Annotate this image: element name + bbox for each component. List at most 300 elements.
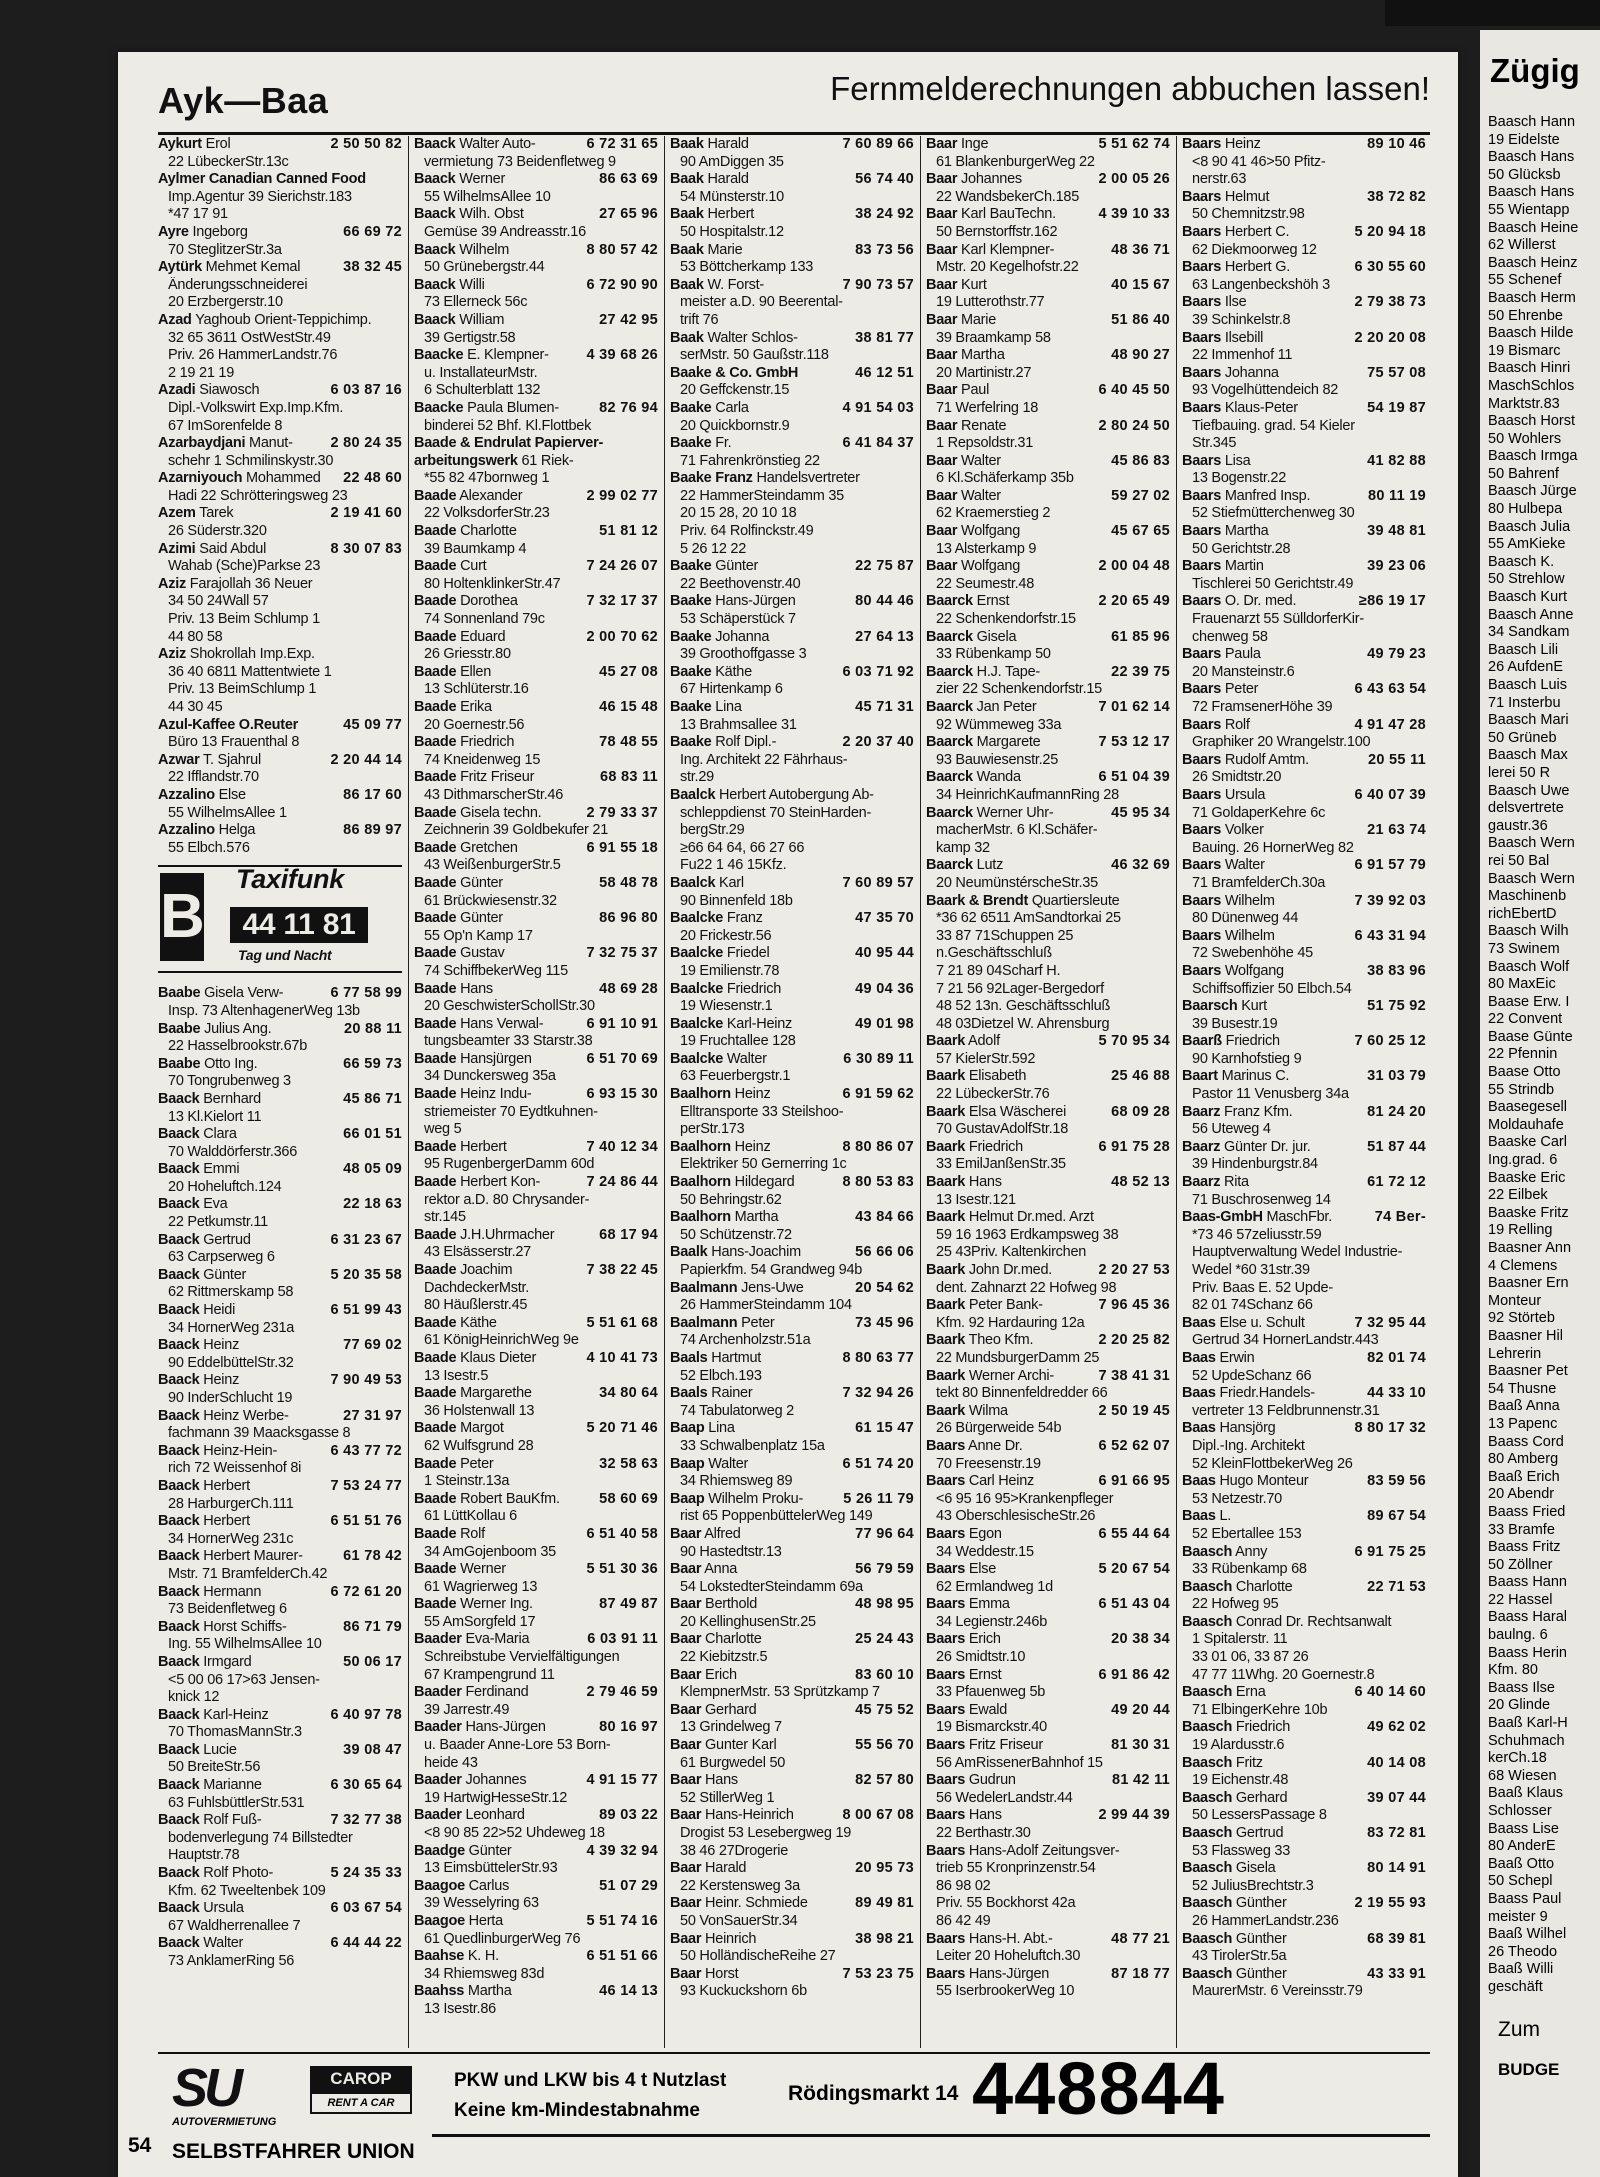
bottom-advertisement xyxy=(158,2047,1430,2172)
entry-details: Eduard xyxy=(460,628,506,645)
listing-entry-continuation xyxy=(670,1790,914,1808)
entry-address: str.29 xyxy=(680,769,714,786)
listing-entry xyxy=(1182,1139,1426,1157)
listing-entry xyxy=(1182,1174,1426,1192)
listing-entry xyxy=(670,1280,914,1298)
entry-address: bodenverlegung 74 Billstedter xyxy=(168,1829,353,1846)
entry-details: Günter xyxy=(468,1842,512,1859)
entry-address: 43 Elsässerstr.27 xyxy=(424,1244,531,1261)
phone-number: 5 20 71 46 xyxy=(582,1420,658,1438)
adjacent-entry: Baasch Anne xyxy=(1488,606,1574,623)
entry-surname: Baark xyxy=(926,1367,966,1384)
entry-details: Dorothea xyxy=(460,593,518,610)
listing-entry-continuation xyxy=(158,1847,402,1865)
listing-entry xyxy=(670,1702,914,1720)
entry-surname: Baahss xyxy=(414,1983,465,2000)
entry-address: 19 HartwigHesseStr.12 xyxy=(424,1789,568,1806)
listing-entry-continuation xyxy=(158,1689,402,1707)
entry-address: 22 HammerSteindamm 35 xyxy=(680,487,844,504)
listing-entry xyxy=(926,312,1170,330)
entry-surname: Baar xyxy=(926,241,958,258)
phone-number: 8 80 53 83 xyxy=(838,1174,914,1192)
entry-surname: Baalhorn xyxy=(670,1174,731,1191)
entry-surname: Baars xyxy=(1182,857,1222,874)
entry-surname: Baalhorn xyxy=(670,1086,731,1103)
listing-entry-continuation xyxy=(670,382,914,400)
listing-entry-continuation xyxy=(158,453,402,471)
listing-entry-continuation xyxy=(1182,875,1426,893)
listing-entry xyxy=(414,1016,658,1034)
entry-address: 22 WandsbekerCh.185 xyxy=(936,188,1080,205)
entry-surname: Baade xyxy=(414,769,457,786)
listing-entry-continuation xyxy=(670,294,914,312)
phone-number: 2 99 44 39 xyxy=(1094,1807,1170,1825)
listing-entry xyxy=(158,1478,402,1496)
entry-surname: Baar xyxy=(926,417,958,434)
phone-number: 33 87 71 xyxy=(936,927,991,944)
scan-background xyxy=(1385,0,1600,26)
entry-surname: Baade xyxy=(414,1262,457,1278)
phone-number: 7 90 73 57 xyxy=(838,277,914,295)
entry-details: Günter xyxy=(460,874,503,891)
entry-address: Wall 57 xyxy=(222,593,269,610)
entry-surname: Baasch xyxy=(1182,1860,1233,1877)
entry-address: Insp. 73 AltenhagenerWeg 13b xyxy=(168,1002,360,1019)
entry-surname: Baade & Endrulat Papierver- xyxy=(414,435,604,452)
phone-number: 40 14 08 xyxy=(1363,1755,1426,1773)
listing-entry-continuation xyxy=(1182,1438,1426,1456)
listing-entry-continuation xyxy=(670,681,914,699)
entry-details: Friedrich xyxy=(726,980,782,997)
entry-surname: Baars xyxy=(926,1772,966,1789)
phone-number: 6 51 70 69 xyxy=(582,1051,658,1069)
entry-details: Paula xyxy=(1224,646,1261,663)
adjacent-entry: 50 Bahrenf xyxy=(1488,465,1559,482)
entry-details: 61 Riek- xyxy=(521,452,574,469)
listing-entry-continuation xyxy=(1182,1913,1426,1931)
entry-details: Hermann xyxy=(203,1583,262,1600)
listing-entry-continuation xyxy=(1182,840,1426,858)
listing-entry-continuation xyxy=(414,1121,658,1139)
entry-address: Kfm. 92 Hardauring 12a xyxy=(936,1314,1085,1331)
entry-surname: Baasch xyxy=(1182,1789,1233,1806)
entry-address: 39 Baumkamp 4 xyxy=(424,540,527,557)
listing-entry xyxy=(1182,928,1426,946)
phone-number: 5 20 94 18 xyxy=(1350,224,1426,242)
entry-surname: Baap xyxy=(670,1490,705,1507)
entry-surname: Baars xyxy=(926,1561,966,1578)
entry-surname: Baake Franz xyxy=(670,470,753,487)
entry-details: Werner Ing. xyxy=(460,1596,533,1613)
listing-entry xyxy=(158,1742,402,1760)
entry-details: Klaus Dieter xyxy=(460,1349,537,1366)
entry-address: Frauenarzt 55 SülldorferKir- xyxy=(1192,611,1364,628)
entry-surname: Baar xyxy=(670,1965,702,1982)
entry-details: Lucie xyxy=(203,1741,237,1758)
entry-details: Hans-H. Abt.- xyxy=(968,1930,1053,1947)
entry-address: Ing. Architekt 22 Fährhaus- xyxy=(680,751,848,768)
entry-surname: Baake & Co. GmbH xyxy=(670,364,799,381)
listing-entry xyxy=(670,1631,914,1649)
adjacent-entry: Baasegesell xyxy=(1488,1099,1567,1116)
entry-details: William xyxy=(459,311,505,328)
listing-entry xyxy=(670,664,914,682)
entry-address: DachdeckerMstr. xyxy=(424,1279,530,1296)
listing-entry xyxy=(158,822,402,840)
entry-details: Herbert xyxy=(460,1138,507,1155)
adjacent-page xyxy=(1480,30,1600,2177)
entry-details: Heinz Werbe- xyxy=(203,1407,289,1424)
entry-surname: Baak xyxy=(670,171,704,188)
phone-number: 32 65 36 xyxy=(168,329,223,346)
entry-address: Papierkfm. 54 Grandweg 94b xyxy=(680,1262,863,1278)
listing-entry-continuation xyxy=(926,1086,1170,1104)
phone-number: 66 59 73 xyxy=(339,1056,402,1074)
listing-entry-continuation xyxy=(158,1460,402,1478)
entry-surname: Baars xyxy=(926,1596,966,1613)
entry-details: Fritz Friseur xyxy=(460,769,535,786)
listing-entry xyxy=(158,787,402,805)
entry-address: vermietung 73 Beidenfletweg 9 xyxy=(424,153,616,170)
entry-address: 54 LokstedterSteindamm 69a xyxy=(680,1578,863,1595)
listing-entry-continuation xyxy=(158,294,402,312)
taxi-subtitle: Tag und Nacht xyxy=(238,947,332,964)
entry-details: Lutz xyxy=(976,857,1004,874)
listing-entry xyxy=(158,646,402,664)
entry-address: 71 BramfelderCh.30a xyxy=(1192,874,1326,891)
listing-entry xyxy=(926,453,1170,471)
listing-entry xyxy=(414,1807,658,1825)
entry-surname: Baack xyxy=(158,1618,200,1635)
adjacent-entry: 68 Wiesen xyxy=(1488,1767,1557,1784)
entry-address: 70 Walddörferstr.366 xyxy=(168,1143,298,1160)
entry-details: Walter xyxy=(961,452,1001,469)
listing-entry-continuation xyxy=(414,1614,658,1632)
entry-details: Johanna xyxy=(715,628,770,645)
entry-surname: Baars xyxy=(1182,329,1222,346)
entry-address: 71 Fahrenkrönstieg 22 xyxy=(680,452,820,469)
listing-entry xyxy=(1182,1315,1426,1333)
entry-address: 33 Rübenkamp 68 xyxy=(1192,1561,1307,1578)
adjacent-entry: 20 Glinde xyxy=(1488,1697,1551,1714)
listing-entry xyxy=(670,1737,914,1755)
entry-details: Hans-Heinrich xyxy=(705,1807,794,1824)
listing-entry-continuation xyxy=(670,928,914,946)
entry-address: 71 GoldaperKehre 6c xyxy=(1192,804,1326,821)
listing-entry-continuation xyxy=(670,1156,914,1174)
entry-address: 22 VolksdorferStr.23 xyxy=(424,505,550,522)
listing-entry-continuation xyxy=(414,998,658,1016)
entry-surname: Baarz xyxy=(1182,1174,1221,1191)
entry-address: weg 5 xyxy=(424,1121,462,1138)
listing-entry-continuation xyxy=(158,1953,402,1971)
entry-details: Gustav xyxy=(460,945,505,962)
entry-address: 39 Groothoffgasse 3 xyxy=(680,646,807,663)
phone-number: 38 32 45 xyxy=(339,259,402,277)
entry-details: Rita xyxy=(1224,1174,1249,1191)
entry-surname: Baade xyxy=(414,1086,457,1103)
listing-entry-continuation xyxy=(670,523,914,541)
adjacent-entry: 19 Relling xyxy=(1488,1222,1553,1239)
entry-surname: Aziz xyxy=(158,646,186,663)
phone-number: 48 05 09 xyxy=(339,1161,402,1179)
entry-address: 43 TirolerStr.5a xyxy=(1192,1948,1287,1965)
entry-details: Margarethe xyxy=(460,1385,532,1402)
entry-details: Walter Schlos- xyxy=(707,329,798,346)
phone-number: 2 80 24 50 xyxy=(1094,418,1170,436)
phone-number: 5 51 30 36 xyxy=(582,1561,658,1579)
column-rule xyxy=(920,136,921,2048)
entry-surname: Baake xyxy=(670,663,712,680)
listing-entry-continuation xyxy=(414,1737,658,1755)
phone-number: 27 64 13 xyxy=(851,629,914,647)
adjacent-entry: Baass Fried xyxy=(1488,1503,1566,1520)
listing-entry-continuation xyxy=(1182,154,1426,172)
listing-entry xyxy=(414,1385,658,1403)
entry-surname: Baack xyxy=(158,1372,200,1389)
entry-surname: Baarck xyxy=(926,857,973,874)
adjacent-entry: 50 Schepl xyxy=(1488,1873,1553,1890)
phone-number: 46 14 13 xyxy=(595,1983,658,2001)
entry-surname: Baars xyxy=(926,1666,966,1683)
phone-number: 2 20 44 14 xyxy=(326,752,402,770)
entry-surname: Baar xyxy=(670,1701,702,1718)
entry-details: Margarete xyxy=(976,734,1041,751)
listing-entry xyxy=(158,224,402,242)
listing-entry-continuation xyxy=(1182,1772,1426,1790)
listing-entry-continuation xyxy=(414,365,658,383)
entry-details: Herbert xyxy=(203,1477,250,1494)
entry-address: 73 Ellerneck 56c xyxy=(424,294,528,311)
listing-entry xyxy=(414,805,658,823)
listing-entry xyxy=(414,1227,658,1245)
adjacent-entry: Baass Hann xyxy=(1488,1574,1567,1591)
listing-entry-continuation xyxy=(414,541,658,559)
listing-entry-continuation xyxy=(670,1438,914,1456)
entry-address: 34 HornerWeg 231a xyxy=(168,1319,295,1336)
listing-entry-continuation xyxy=(926,945,1170,963)
listing-entry-continuation xyxy=(926,1385,1170,1403)
phone-number: *47 17 91 xyxy=(168,206,228,223)
entry-details: Ursula xyxy=(1224,786,1266,803)
entry-details: Adolf xyxy=(968,1033,1000,1050)
phone-number: 41 82 88 xyxy=(1363,453,1426,471)
section-letter: B xyxy=(160,873,204,961)
entry-address: Hauptstr.78 xyxy=(168,1847,240,1864)
entry-details: Harald xyxy=(705,1860,747,1877)
listing-entry xyxy=(158,1302,402,1320)
phone-number: 7 32 75 37 xyxy=(582,945,658,963)
entry-address: 43 DithmarscherStr.46 xyxy=(424,786,564,803)
listing-entry-continuation xyxy=(926,1649,1170,1667)
entry-address: str.145 xyxy=(424,1209,466,1226)
entry-details: Herta xyxy=(468,1912,503,1929)
entry-details: Marianne xyxy=(203,1777,262,1794)
listing-entry xyxy=(1182,224,1426,242)
entry-address: 13 Grindelweg 7 xyxy=(680,1719,782,1736)
phone-number: 78 48 55 xyxy=(595,734,658,752)
entry-details: Manut- xyxy=(249,435,293,452)
phone-number: 6 43 31 94 xyxy=(1350,928,1426,946)
listing-entry xyxy=(926,277,1170,295)
listing-entry-continuation xyxy=(158,1355,402,1373)
entry-address: 70 Tongrubenweg 3 xyxy=(168,1073,291,1090)
entry-surname: Baade xyxy=(414,487,457,504)
listing-entry-continuation xyxy=(926,1420,1170,1438)
listing-entry-continuation xyxy=(670,840,914,858)
entry-surname: Baar xyxy=(670,1772,702,1789)
phone-number: 6 30 55 60 xyxy=(1350,259,1426,277)
entry-details: Conrad Dr. Rechtsanwalt xyxy=(1235,1613,1392,1630)
entry-surname: Baake xyxy=(670,558,712,575)
listing-entry-continuation xyxy=(1182,1561,1426,1579)
listing-entry xyxy=(1182,752,1426,770)
entry-address: Scharf H. xyxy=(1002,962,1061,979)
listing-entry xyxy=(414,1086,658,1104)
listing-entry-continuation xyxy=(414,505,658,523)
listing-entry-continuation xyxy=(1182,1456,1426,1474)
listing-entry-continuation xyxy=(670,1983,914,2001)
listing-entry-continuation xyxy=(926,294,1170,312)
entry-address: 67 ImSorenfelde 8 xyxy=(168,417,283,434)
entry-surname: Baack xyxy=(158,1231,200,1248)
entry-details: Robert BauKfm. xyxy=(460,1490,560,1507)
phone-number: 8 00 67 08 xyxy=(838,1807,914,1825)
entry-details: Gisela xyxy=(976,628,1017,645)
entry-address: 39 Hindenburgstr.84 xyxy=(1192,1156,1318,1173)
listing-entry xyxy=(670,1420,914,1438)
entry-address: zier 22 Schenkendorfstr.15 xyxy=(936,681,1102,698)
listing-entry-continuation xyxy=(670,1755,914,1773)
entry-address: 20 Quickbornstr.9 xyxy=(680,417,790,434)
phone-number: 40 15 67 xyxy=(1107,277,1170,295)
entry-surname: Baars xyxy=(926,1842,966,1859)
phone-number: 27 42 95 xyxy=(595,312,658,330)
entry-address: 90 AmDiggen 35 xyxy=(680,153,784,170)
phone-number: Wedel *60 31 xyxy=(1192,1262,1276,1278)
listing-entry-continuation xyxy=(414,1192,658,1210)
entry-surname: Baar xyxy=(926,136,958,152)
entry-details: Paul xyxy=(961,382,990,399)
entry-surname: Baack xyxy=(158,1302,200,1319)
entry-details: Elsa Wäscherei xyxy=(968,1103,1067,1120)
entry-address: 33 Rübenkamp 50 xyxy=(936,646,1051,663)
listing-entry-continuation xyxy=(158,1759,402,1777)
entry-details: Anne Dr. xyxy=(968,1437,1023,1454)
listing-entry xyxy=(414,1315,658,1333)
listing-entry-continuation xyxy=(414,259,658,277)
listing-entry-continuation xyxy=(926,981,1170,999)
phone-number: ≥86 19 17 xyxy=(1355,593,1426,611)
listing-entry-continuation xyxy=(414,822,658,840)
listing-entry xyxy=(158,541,402,559)
phone-number: <6 95 16 95> xyxy=(936,1490,1019,1507)
phone-number: 86 17 60 xyxy=(339,787,402,805)
listing-entry-continuation xyxy=(926,717,1170,735)
entry-details: Heidi xyxy=(203,1302,236,1319)
entry-details: Walter xyxy=(203,1935,244,1952)
listing-entry-continuation xyxy=(158,330,402,348)
entry-details: Julius Ang. xyxy=(204,1020,272,1037)
entry-address: 74 Archenholzstr.51a xyxy=(680,1332,811,1349)
entry-details: Shokrollah Imp.Exp. xyxy=(189,646,315,663)
entry-address: Zeichnerin 39 Goldbekufer 21 xyxy=(424,822,609,839)
entry-details: MaschFbr. xyxy=(1266,1209,1332,1226)
listing-entry xyxy=(926,1931,1170,1949)
phone-number: 8 30 07 83 xyxy=(326,541,402,559)
phone-number: 48 52 13 xyxy=(936,998,991,1015)
entry-surname: Baalcke xyxy=(670,945,724,962)
adjacent-entry: richEbertD xyxy=(1488,905,1557,922)
entry-details: Harald xyxy=(707,171,749,188)
listing-entry xyxy=(670,981,914,999)
entry-details: Gisela techn. xyxy=(460,804,542,821)
listing-entry-continuation xyxy=(1182,1244,1426,1262)
phone-number: 89 49 81 xyxy=(851,1895,914,1913)
adjacent-entry: Baaß Anna xyxy=(1488,1398,1560,1415)
adjacent-entry: Baass Cord xyxy=(1488,1433,1564,1450)
listing-entry xyxy=(926,136,1170,154)
listing-entry xyxy=(1182,1544,1426,1562)
listing-entry-continuation xyxy=(926,1948,1170,1966)
phone-number: 2 19 55 93 xyxy=(1350,1895,1426,1913)
entry-address: 13 Schlüterstr.16 xyxy=(424,681,529,698)
entry-surname: Baack xyxy=(158,1090,200,1107)
phone-number: 56 74 40 xyxy=(851,171,914,189)
entry-address: Gemüse 39 Andreasstr.16 xyxy=(424,223,586,240)
phone-number: 45 09 77 xyxy=(339,717,402,735)
entry-surname: Baars xyxy=(1182,487,1222,504)
entry-address: 73 AnklamerRing 56 xyxy=(168,1953,295,1969)
phone-number: 6 44 44 22 xyxy=(326,1935,402,1953)
entry-surname: Baalmann xyxy=(670,1279,738,1296)
phone-number: 48 77 21 xyxy=(1107,1931,1170,1949)
listing-entry xyxy=(1182,1825,1426,1843)
listing-entry-continuation xyxy=(158,418,402,436)
entry-address: u. InstallateurMstr. xyxy=(424,364,538,381)
entry-details: Friedrich xyxy=(1225,1033,1280,1050)
listing-entry xyxy=(670,1051,914,1069)
entry-surname: Baade xyxy=(414,734,457,751)
entry-surname: Aziz xyxy=(158,575,186,592)
entry-surname: Baasch xyxy=(1182,1930,1233,1947)
entry-details: Harald xyxy=(707,136,749,152)
phone-number: 2 50 50 82 xyxy=(326,136,402,154)
phone-number: 66 01 51 xyxy=(339,1126,402,1144)
phone-number: 86 96 80 xyxy=(595,910,658,928)
listing-entry-continuation xyxy=(926,1825,1170,1843)
entry-address: Priv. 13 BeimSchlump 1 xyxy=(168,681,317,698)
phone-number: 22 39 75 xyxy=(1107,664,1170,682)
entry-details: H.J. Tape- xyxy=(976,663,1040,680)
listing-entry xyxy=(926,1561,1170,1579)
entry-details: Martha xyxy=(734,1209,779,1226)
listing-entry-continuation xyxy=(158,154,402,172)
listing-entry-continuation xyxy=(926,1315,1170,1333)
carop-logo: CAROP xyxy=(310,2066,412,2092)
entry-surname: Baack xyxy=(158,1653,200,1670)
entry-details: Jan Peter xyxy=(976,699,1037,715)
phone-number: 86 89 97 xyxy=(339,822,402,840)
listing-entry-continuation xyxy=(1182,470,1426,488)
listing-entry-continuation xyxy=(414,893,658,911)
listing-entry xyxy=(1182,1614,1426,1632)
entry-address: 62 Rittmerskamp 58 xyxy=(168,1284,294,1301)
adjacent-entry: 22 Hassel xyxy=(1488,1591,1553,1608)
listing-entry xyxy=(926,523,1170,541)
entry-address: Schanz 66 xyxy=(1246,1297,1313,1314)
listing-entry xyxy=(158,470,402,488)
